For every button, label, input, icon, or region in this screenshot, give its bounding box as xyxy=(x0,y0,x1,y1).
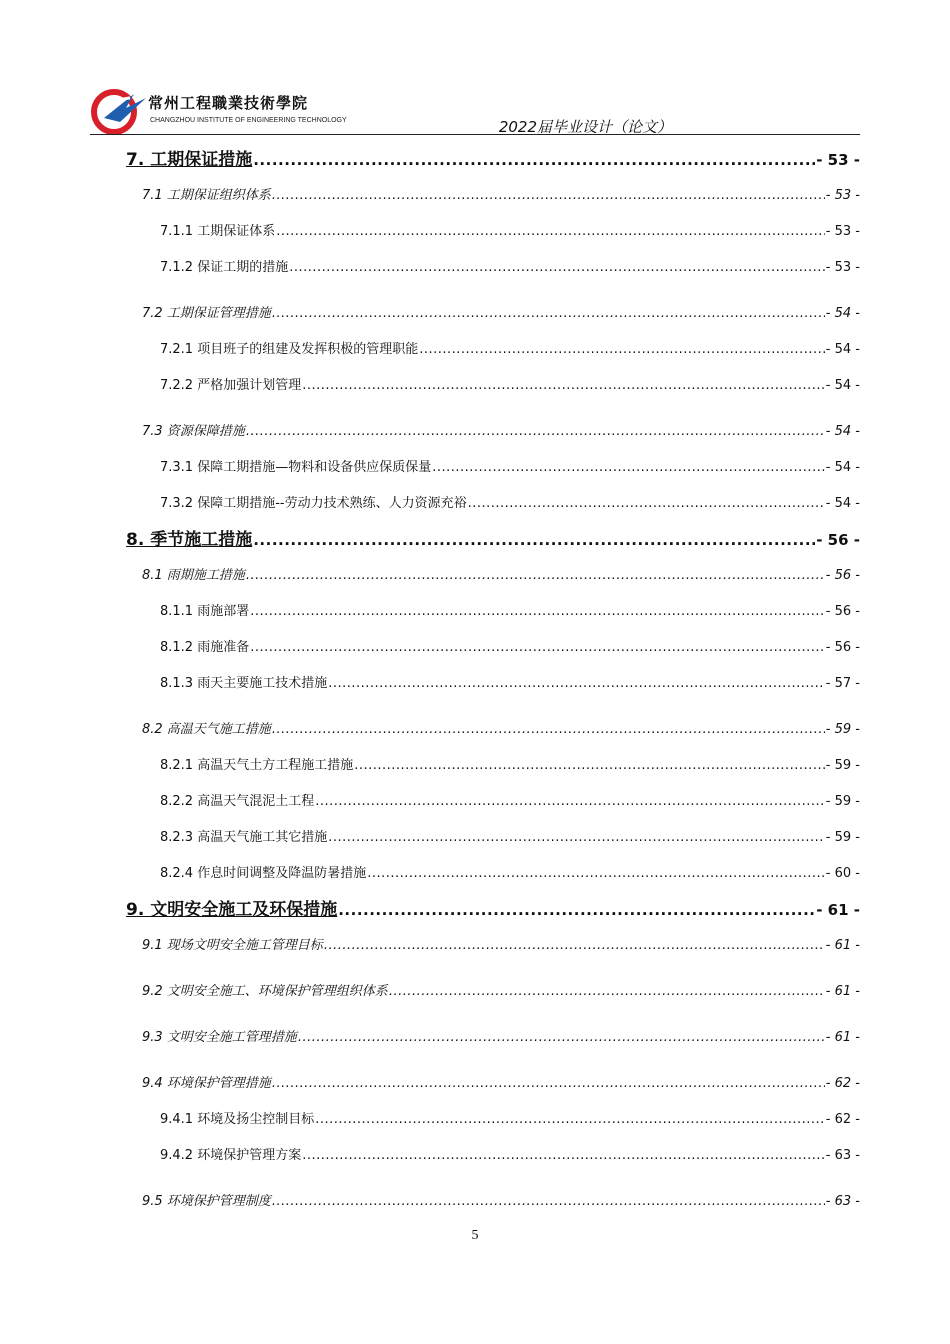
toc-leader-dots xyxy=(246,414,825,450)
toc-entry-level-3[interactable] xyxy=(126,332,860,368)
toc-entry-page: - 59 - xyxy=(825,794,860,809)
toc-entry-page: - 53 - xyxy=(825,260,860,275)
toc-entry-page: - 56 - xyxy=(816,531,860,549)
college-logo-icon xyxy=(90,88,148,134)
toc-leader-dots xyxy=(276,214,825,250)
toc-entry-title: 8. 季节施工措施 xyxy=(126,530,253,550)
toc-entry-level-1[interactable] xyxy=(126,142,860,178)
toc-entry-page: - 54 - xyxy=(825,424,860,439)
toc-entry-title: 8.1 雨期施工措施 xyxy=(142,568,245,583)
toc-leader-dots xyxy=(272,1066,825,1102)
toc-entry-page: - 56 - xyxy=(825,568,860,583)
toc-leader-dots xyxy=(250,594,825,630)
toc-entry-title: 8.2.4 作息时间调整及降温防暑措施 xyxy=(160,866,367,881)
toc-leader-dots xyxy=(419,332,825,368)
toc-entry-title: 9.4.1 环境及扬尘控制目标 xyxy=(160,1112,315,1127)
toc-entry-level-2[interactable] xyxy=(126,712,860,748)
toc-entry-page: - 53 - xyxy=(825,188,860,203)
toc-entry-level-2[interactable] xyxy=(126,928,860,964)
toc-entry-title: 7.1.1 工期保证体系 xyxy=(160,224,276,239)
toc-entry-page: - 54 - xyxy=(825,306,860,321)
toc-entry-page: - 61 - xyxy=(825,984,860,999)
toc-entry-title: 8.2 高温天气施工措施 xyxy=(142,722,271,737)
toc-entry-title: 7.2.1 项目班子的组建及发挥积极的管理职能 xyxy=(160,342,419,357)
toc-entry-title: 7. 工期保证措施 xyxy=(126,150,253,170)
toc-entry-page: - 61 - xyxy=(825,1030,860,1045)
toc-entry-level-3[interactable] xyxy=(126,748,860,784)
toc-entry-level-2[interactable] xyxy=(126,974,860,1010)
toc-leader-dots xyxy=(302,1138,825,1174)
toc-entry-level-3[interactable] xyxy=(126,856,860,892)
toc-entry-level-3[interactable] xyxy=(126,666,860,702)
toc-leader-dots xyxy=(289,250,825,286)
toc-entry-page: - 54 - xyxy=(825,460,860,475)
toc-entry-title: 8.2.3 高温天气施工其它措施 xyxy=(160,830,328,845)
toc-leader-dots xyxy=(328,666,825,702)
toc-leader-dots xyxy=(253,142,815,178)
toc-entry-title: 9. 文明安全施工及环保措施 xyxy=(126,900,338,920)
toc-entry-title: 7.3.2 保障工期措施--劳动力技术熟练、人力资源充裕 xyxy=(160,496,467,511)
toc-entry-title: 9.1 现场文明安全施工管理目标 xyxy=(142,938,323,953)
toc-entry-title: 7.2.2 严格加强计划管理 xyxy=(160,378,302,393)
toc-leader-dots xyxy=(272,712,825,748)
toc-entry-page: - 63 - xyxy=(825,1194,860,1209)
toc-entry-level-1[interactable] xyxy=(126,892,860,928)
toc-entry-level-3[interactable] xyxy=(126,214,860,250)
toc-entry-level-3[interactable] xyxy=(126,450,860,486)
toc-entry-title: 8.2.2 高温天气混泥土工程 xyxy=(160,794,315,809)
toc-entry-level-2[interactable] xyxy=(126,178,860,214)
toc-entry-title: 9.5 环境保护管理制度 xyxy=(142,1194,271,1209)
toc-entry-title: 7.1.2 保证工期的措施 xyxy=(160,260,289,275)
toc-leader-dots xyxy=(253,522,815,558)
toc-entry-page: - 54 - xyxy=(825,378,860,393)
toc-entry-title: 7.3.1 保障工期措施—物料和设备供应保质保量 xyxy=(160,460,432,475)
toc-leader-dots xyxy=(468,486,825,522)
document-title: 2022届毕业设计（论文） xyxy=(498,118,672,136)
toc-entry-level-3[interactable] xyxy=(126,368,860,404)
toc-entry-level-3[interactable] xyxy=(126,250,860,286)
toc-leader-dots xyxy=(367,856,825,892)
toc-leader-dots xyxy=(315,1102,825,1138)
toc-leader-dots xyxy=(315,784,825,820)
page-number: 5 xyxy=(471,1228,479,1243)
toc-entry-level-2[interactable] xyxy=(126,414,860,450)
toc-entry-level-3[interactable] xyxy=(126,594,860,630)
header-rule xyxy=(90,134,860,135)
toc-leader-dots xyxy=(272,296,825,332)
toc-leader-dots xyxy=(389,974,825,1010)
toc-entry-title: 8.1.2 雨施准备 xyxy=(160,640,250,655)
toc-leader-dots xyxy=(246,558,825,594)
toc-entry-page: - 59 - xyxy=(825,722,860,737)
toc-entry-level-2[interactable] xyxy=(126,558,860,594)
toc-entry-level-3[interactable] xyxy=(126,1102,860,1138)
toc-leader-dots xyxy=(272,178,825,214)
toc-entry-title: 9.2 文明安全施工、环境保护管理组织体系 xyxy=(142,984,388,999)
toc-entry-page: - 53 - xyxy=(825,224,860,239)
toc-entry-page: - 56 - xyxy=(825,640,860,655)
toc-entry-page: - 61 - xyxy=(816,901,860,919)
toc-entry-title: 7.1 工期保证组织体系 xyxy=(142,188,271,203)
toc-entry-level-2[interactable] xyxy=(126,1020,860,1056)
toc-leader-dots xyxy=(432,450,825,486)
toc-entry-level-3[interactable] xyxy=(126,486,860,522)
college-name-en: CHANGZHOU INSTITUTE OF ENGINEERING TECHNOLOGY xyxy=(150,117,347,124)
toc-entry-title: 7.2 工期保证管理措施 xyxy=(142,306,271,321)
toc-entry-level-1[interactable] xyxy=(126,522,860,558)
toc-entry-page: - 57 - xyxy=(825,676,860,691)
toc-entry-page: - 56 - xyxy=(825,604,860,619)
toc-entry-level-3[interactable] xyxy=(126,630,860,666)
toc-entry-title: 9.3 文明安全施工管理措施 xyxy=(142,1030,297,1045)
table-of-contents xyxy=(126,142,860,1220)
toc-leader-dots xyxy=(328,820,825,856)
toc-leader-dots xyxy=(272,1184,825,1220)
toc-entry-level-2[interactable] xyxy=(126,296,860,332)
toc-entry-page: - 59 - xyxy=(825,830,860,845)
toc-entry-title: 9.4 环境保护管理措施 xyxy=(142,1076,271,1091)
toc-entry-page: - 63 - xyxy=(825,1148,860,1163)
toc-leader-dots xyxy=(354,748,825,784)
page-header xyxy=(90,86,860,136)
toc-entry-page: - 59 - xyxy=(825,758,860,773)
toc-entry-page: - 54 - xyxy=(825,342,860,357)
toc-entry-page: - 60 - xyxy=(825,866,860,881)
toc-entry-level-3[interactable] xyxy=(126,1138,860,1174)
toc-entry-title: 8.1.3 雨天主要施工技术措施 xyxy=(160,676,328,691)
toc-leader-dots xyxy=(302,368,825,404)
toc-entry-level-3[interactable] xyxy=(126,820,860,856)
toc-leader-dots xyxy=(298,1020,825,1056)
toc-leader-dots xyxy=(250,630,825,666)
toc-entry-page: - 53 - xyxy=(816,151,860,169)
toc-entry-level-2[interactable] xyxy=(126,1066,860,1102)
toc-leader-dots xyxy=(324,928,825,964)
toc-entry-page: - 61 - xyxy=(825,938,860,953)
college-name-cn: 常州工程職業技術學院 xyxy=(148,94,309,112)
toc-entry-page: - 62 - xyxy=(825,1076,860,1091)
toc-entry-level-2[interactable] xyxy=(126,1184,860,1220)
toc-entry-title: 9.4.2 环境保护管理方案 xyxy=(160,1148,302,1163)
toc-entry-title: 7.3 资源保障措施 xyxy=(142,424,245,439)
toc-entry-title: 8.2.1 高温天气土方工程施工措施 xyxy=(160,758,354,773)
toc-entry-page: - 54 - xyxy=(825,496,860,511)
toc-entry-title: 8.1.1 雨施部署 xyxy=(160,604,250,619)
toc-entry-level-3[interactable] xyxy=(126,784,860,820)
toc-entry-page: - 62 - xyxy=(825,1112,860,1127)
toc-leader-dots xyxy=(338,892,815,928)
